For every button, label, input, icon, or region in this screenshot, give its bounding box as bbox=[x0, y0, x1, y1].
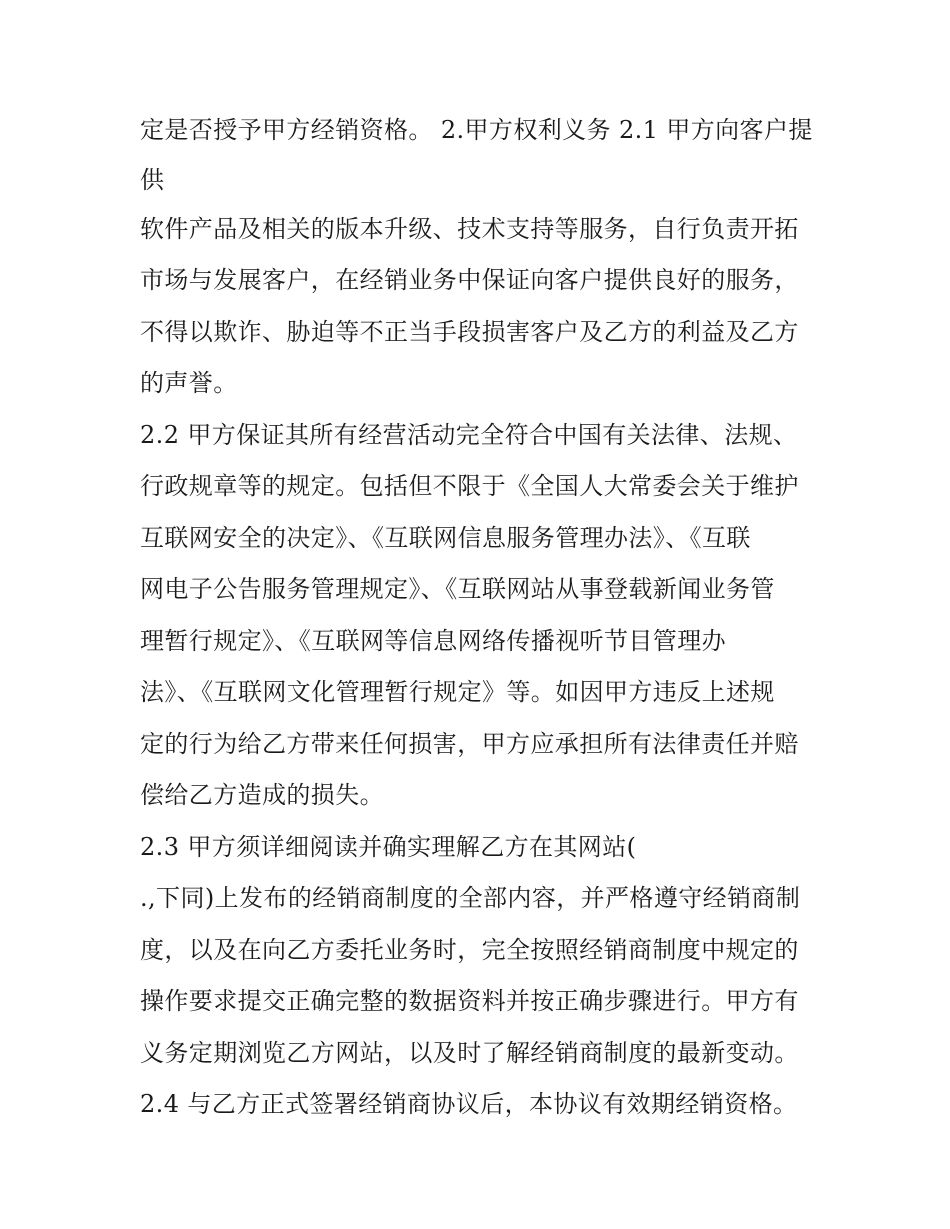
text-line: 2.3 甲方须详细阅读并确实理解乙方在其网站( bbox=[140, 832, 637, 861]
text-line: 软件产品及相关的版本升级、技术支持等服务，自行负责开拓 bbox=[140, 214, 799, 243]
text-line: 供 bbox=[140, 165, 165, 194]
text-line: 不得以欺诈、胁迫等不正当手段损害客户及乙方的利益及乙方 bbox=[140, 317, 799, 346]
text-line: 2.4 与乙方正式签署经销商协议后，本协议有效期经销资格。 bbox=[140, 1090, 798, 1118]
text-line: 行政规章等的规定。包括但不限于《全国人大常委会关于维护 bbox=[140, 472, 799, 500]
document-body bbox=[140, 105, 830, 1131]
text-line: 互联网安全的决定》、《互联网信息服务管理办法》、《互联 bbox=[140, 523, 751, 552]
text-line: 偿给乙方造成的损失。 bbox=[140, 781, 384, 809]
text-line: 操作要求提交正确完整的数据资料并按正确步骤进行。甲方有 bbox=[140, 987, 799, 1015]
text-line: 网电子公告服务管理规定》、《互联网站从事登载新闻业务管 bbox=[140, 575, 775, 603]
text-line: 义务定期浏览乙方网站，以及时了解经销商制度的最新变动。 bbox=[140, 1038, 799, 1067]
text-line: 度，以及在向乙方委托业务时，完全按照经销商制度中规定的 bbox=[140, 935, 799, 964]
text-line: 定的行为给乙方带来任何损害，甲方应承担所有法律责任并赔 bbox=[140, 729, 799, 758]
text-line: 的声誉。 bbox=[140, 369, 238, 397]
text-line: 理暂行规定》、《互联网等信息网络传播视听节目管理办 bbox=[140, 626, 726, 655]
text-line: .,下同)上发布的经销商制度的全部内容，并严格遵守经销商制 bbox=[140, 884, 801, 912]
text-line: 定是否授予甲方经销资格。 2.甲方权利义务 2.1 甲方向客户提 bbox=[140, 116, 813, 144]
text-line: 法》、《互联网文化管理暂行规定》等。如因甲方违反上述规 bbox=[140, 678, 775, 706]
text-line: 2.2 甲方保证其所有经营活动完全符合中国有关法律、法规、 bbox=[140, 420, 798, 449]
text-line: 市场与发展客户，在经销业务中保证向客户提供良好的服务， bbox=[140, 266, 799, 294]
